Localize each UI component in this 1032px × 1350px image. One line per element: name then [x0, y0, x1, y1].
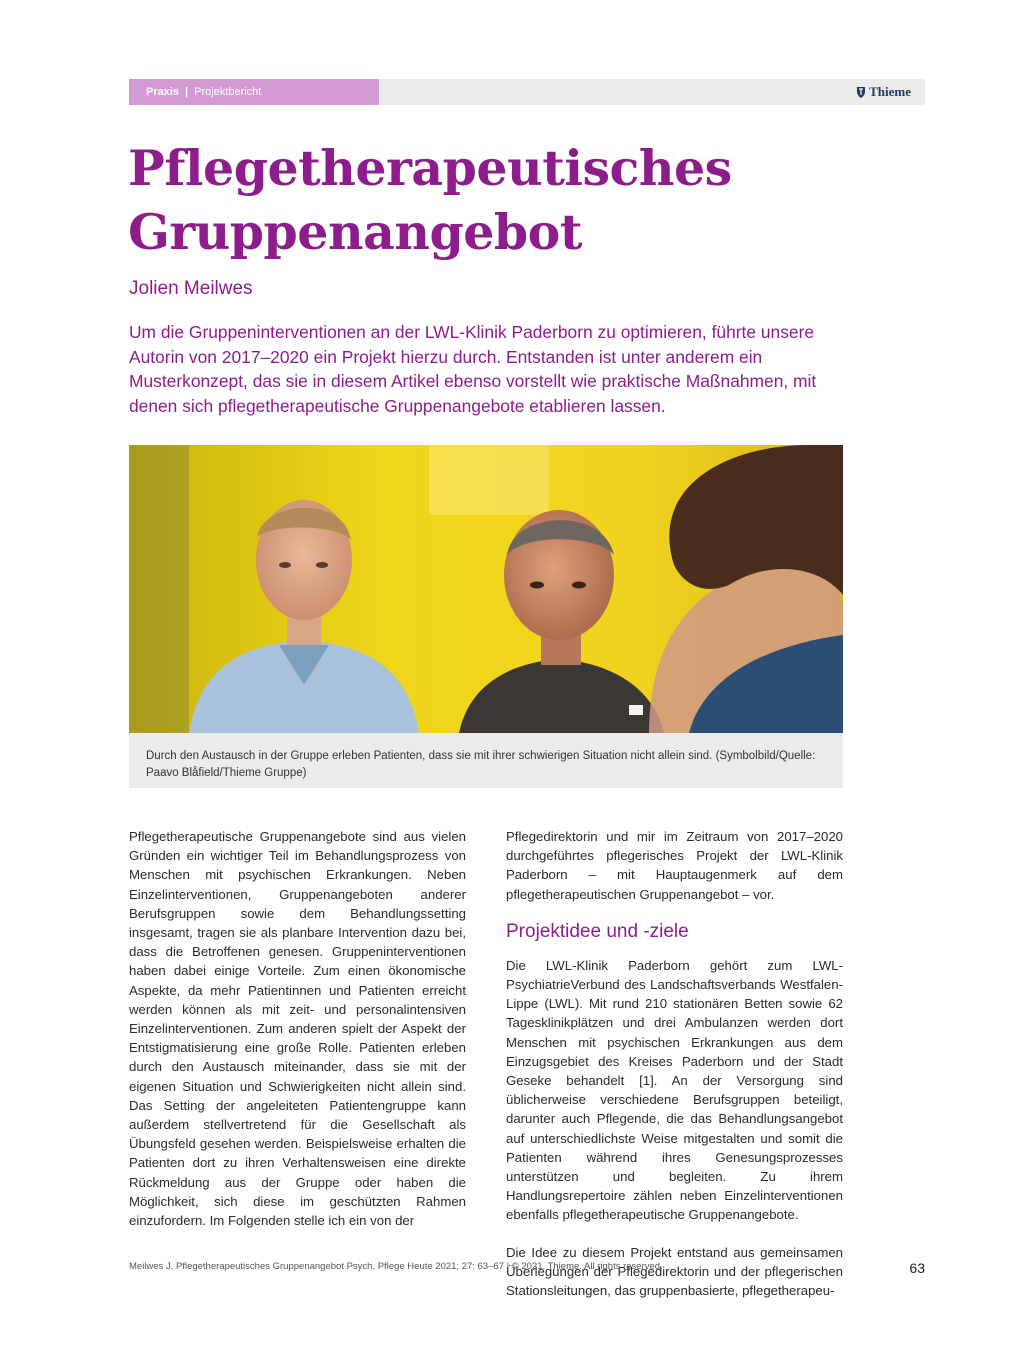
thieme-logo-icon	[856, 86, 866, 99]
intro-paragraph-continued: Pflegedirektorin und mir im Zeitraum von 2017–2020 durchgeführtes pflegerisches Projekt der LWL-Klinik Paderborn – mit Hauptaugenmerk auf dem pflegetherapeutischen Gruppenangebot – vor.	[506, 829, 843, 902]
subsection-label: Projektbericht	[194, 86, 262, 98]
section-paragraph-2: Die Idee zu diesem Projekt entstand aus gemeinsamen Überlegungen der Pflegedirektorin und der pflegerischen Stationsleitungen, das gruppenbasierte, pflegetherapeu-	[506, 1244, 843, 1299]
running-header	[129, 79, 925, 105]
article-lead: Um die Gruppeninterventionen an der LWL-Klinik Paderborn zu optimieren, führte unsere Autorin von 2017–2020 ein Projekt hierzu durch. Entstanden ist unter anderem ein Musterkonzept, das sie in diesem Artikel ebenso vorstellt wie praktische Maßnahmen, mit denen sich pflegetherapeutische Gruppenangebote etablieren lassen.	[129, 322, 817, 416]
intro-paragraph: Pflegetherapeutische Gruppenangebote sind aus vielen Gründen ein wichtiger Teil im Behandlungsprozess von Menschen mit psychischen Erkrankungen. Neben Einzelinterventionen, Gruppenangeboten anderer Berufsgruppen sowie dem Behandlungssetting insgesamt, tragen sie als planbare Intervention dazu bei, dass die Betroffenen genesen. Gruppeninterventionen haben dabei einige Vorteile. Zum einen ökonomische Aspekte, da mehr Patientinnen und Patienten erreicht werden können als mit zeit- und personalintensiven Einzelinterventionen. Zum anderen spielt der Aspekt der Entstigmatisierung eine große Rolle. Patienten erleben durch den Austausch miteinander, dass sie mit der eigenen Situation und Schwierigkeiten nicht allein sind. Das Setting der angeleiteten Patientengruppe kann außerdem stellvertretend für die Gesellschaft als Übungsfeld gesehen werden. Beispielsweise erhalten die Patienten dort zu ihren Verhaltensweisen eine direkte Rückmeldung aus der Gruppe oder haben die Möglichkeit, sich diese im geschützten Rahmen einzufordern. Im Folgenden stelle ich ein von der	[129, 829, 466, 1229]
article-title	[128, 136, 928, 264]
page-number: 63	[909, 1260, 925, 1276]
title-line-2: Gruppenangebot	[128, 203, 583, 261]
article-photo	[129, 445, 843, 733]
publisher-name: Thieme	[869, 84, 911, 99]
title-line-1: Pflegetherapeutisches	[128, 139, 732, 197]
photo-illustration	[129, 445, 843, 733]
body-column-right	[506, 827, 843, 1300]
section-label: Praxis	[146, 86, 180, 98]
footer-citation: Meilwes J. Pflegetherapeutisches Gruppenangebot Psych. Pflege Heute 2021; 27: 63–67 | © 2021. Thieme. All rights reserved.	[129, 1261, 663, 1272]
section-separator: |	[185, 86, 189, 98]
body-column-left	[129, 827, 466, 1230]
section-tab	[129, 79, 379, 105]
section-paragraph-1: Die LWL-Klinik Paderborn gehört zum LWL-PsychiatrieVerbund des Landschaftsverbands Westfalen-Lippe (LWL). Mit rund 210 stationären Betten sowie 62 Tagesklinikplätzen und drei Ambulanzen werden dort Menschen mit psychischen Erkrankungen aus dem Einzugsgebiet des Kreises Paderborn und der Stadt Geseke behandelt [1]. An der Versorgung sind üblicherweise verschiedene Berufsgruppen beteiligt, darunter auch Pflegende, die das Behandlungsangebot auf unterschiedlichste Weise mitgestalten und somit die Patienten während ihres Genesungsprozesses unterstützen und begleiten. Zu ihrem Handlungsrepertoire zählen neben Einzelinterventionen ebenfalls pflegetherapeutische Gruppenangebote.	[506, 957, 843, 1223]
article-author: Jolien Meilwes	[129, 278, 253, 299]
photo-caption: Durch den Austausch in der Gruppe erleben Patienten, dass sie mit ihrer schwierigen Situation nicht allein sind. (Symbolbild/Quelle: Paavo Blåfield/Thieme Gruppe)	[129, 733, 843, 788]
section-heading: Projektidee und -ziele	[506, 920, 689, 942]
publisher-logo	[856, 79, 911, 105]
